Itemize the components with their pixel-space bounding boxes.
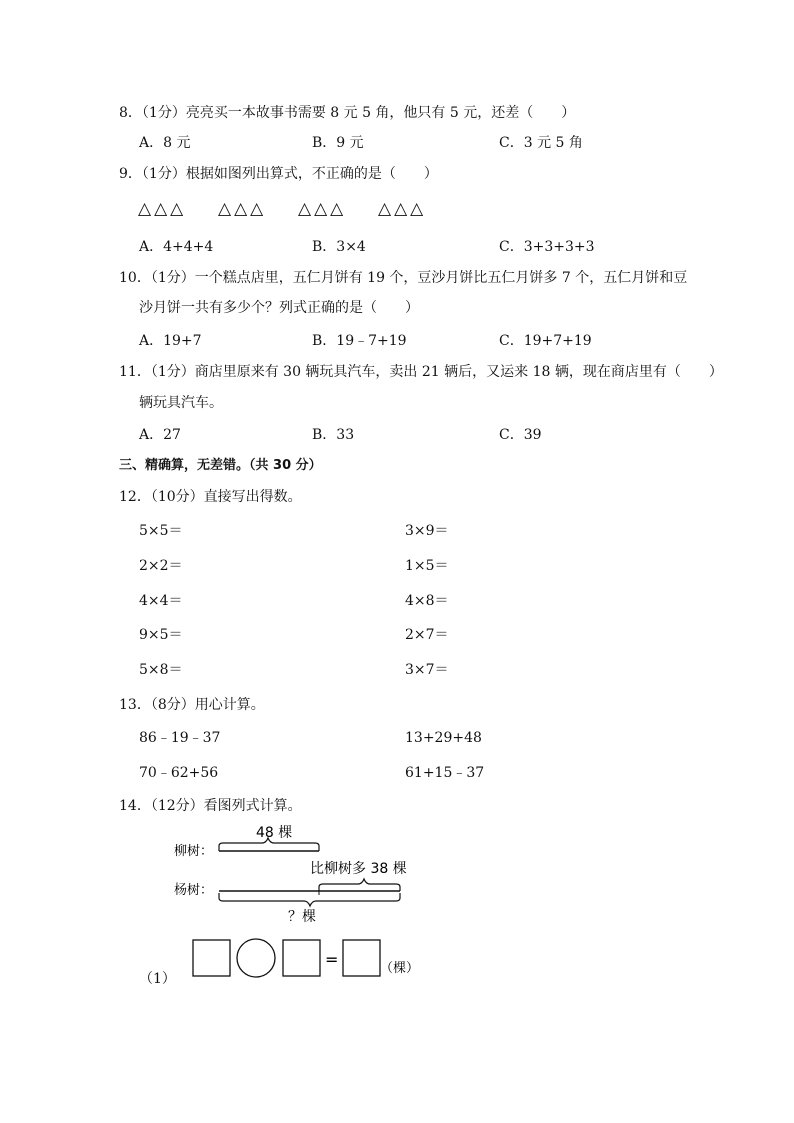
q12-left-3: 4×4＝ (139, 593, 183, 609)
q9-option-b[interactable]: B．3×4 (312, 239, 366, 255)
q8-stem: 8．（1分）亮亮买一本故事书需要 8 元 5 角，他只有 5 元，还差（ ） (119, 105, 576, 121)
q12-left-5: 5×8＝ (139, 662, 183, 678)
poplar-extra: 比柳树多 38 棵 (310, 861, 407, 877)
willow-count: 48 棵 (256, 825, 293, 841)
triangle-group-2: △△△ (218, 199, 267, 219)
q12-right-3: 4×8＝ (405, 593, 449, 609)
q10-option-a[interactable]: A．19+7 (139, 333, 202, 349)
total-brace (219, 893, 400, 906)
q11-option-c[interactable]: C．39 (499, 427, 542, 443)
q14-stem: 14．（12分）看图列式计算。 (119, 798, 302, 814)
q12-right-4: 2×7＝ (405, 627, 449, 643)
q9-option-a[interactable]: A．4+4+4 (139, 239, 214, 255)
operator-circle (237, 939, 275, 977)
q10-option-b[interactable]: B．19﹣7+19 (312, 333, 407, 349)
q12-left-1: 5×5＝ (139, 523, 183, 539)
answer-box-3 (343, 940, 380, 976)
q13-stem: 13．（8分）用心计算。 (119, 697, 265, 713)
answer-box-1 (193, 940, 230, 976)
answer-box-2 (283, 940, 320, 976)
q9-stem: 9．（1分）根据如图列出算式，不正确的是（ ） (119, 166, 438, 182)
triangle-group-4: △△△ (378, 199, 427, 219)
q13-right-1: 13+29+48 (405, 730, 482, 746)
total-label: ？棵 (288, 909, 316, 925)
q13-right-2: 61+15﹣37 (405, 765, 485, 781)
q12-right-2: 1×5＝ (405, 558, 449, 574)
q10-stem-line1: 10．（1分）一个糕点店里，五仁月饼有 19 个，豆沙月饼比五仁月饼多 7 个，五仁月饼和豆 (119, 270, 688, 286)
unit-label: （棵） (380, 961, 420, 976)
equals-sign: = (325, 950, 339, 969)
q8-option-c[interactable]: C．3 元 5 角 (499, 135, 583, 151)
triangle-group-3: △△△ (298, 199, 347, 219)
q10-option-c[interactable]: C．19+7+19 (499, 333, 592, 349)
willow-brace (219, 838, 319, 851)
willow-label: 柳树： (174, 844, 214, 859)
q11-stem-line1: 11．（1分）商店里原来有 30 辆玩具汽车，卖出 21 辆后，又运来 18 辆，现在商店里有（ ） (119, 364, 723, 380)
q12-stem: 12．（10分）直接写出得数。 (119, 489, 302, 505)
q8-option-b[interactable]: B．9 元 (312, 135, 364, 151)
q13-left-1: 86﹣19﹣37 (139, 730, 221, 746)
poplar-label: 杨树： (174, 883, 214, 898)
q13-left-2: 70﹣62+56 (139, 765, 219, 781)
q12-right-1: 3×9＝ (405, 523, 449, 539)
q11-stem-line2: 辆玩具汽车。 (139, 395, 223, 411)
q10-stem-line2: 沙月饼一共有多少个？列式正确的是（ ） (139, 300, 419, 316)
q9-option-c[interactable]: C．3+3+3+3 (499, 239, 595, 255)
q12-right-5: 3×7＝ (405, 662, 449, 678)
triangle-group-1: △△△ (138, 199, 187, 219)
q12-left-2: 2×2＝ (139, 558, 183, 574)
q12-left-4: 9×5＝ (139, 627, 183, 643)
section-title: 三、精确算，无差错。（共 30 分） (119, 458, 322, 473)
sub-question-label: （1） (139, 971, 176, 987)
q11-option-a[interactable]: A．27 (139, 427, 181, 443)
q8-option-a[interactable]: A．8 元 (139, 135, 191, 151)
extra-brace (319, 879, 400, 891)
q11-option-b[interactable]: B．33 (312, 427, 355, 443)
